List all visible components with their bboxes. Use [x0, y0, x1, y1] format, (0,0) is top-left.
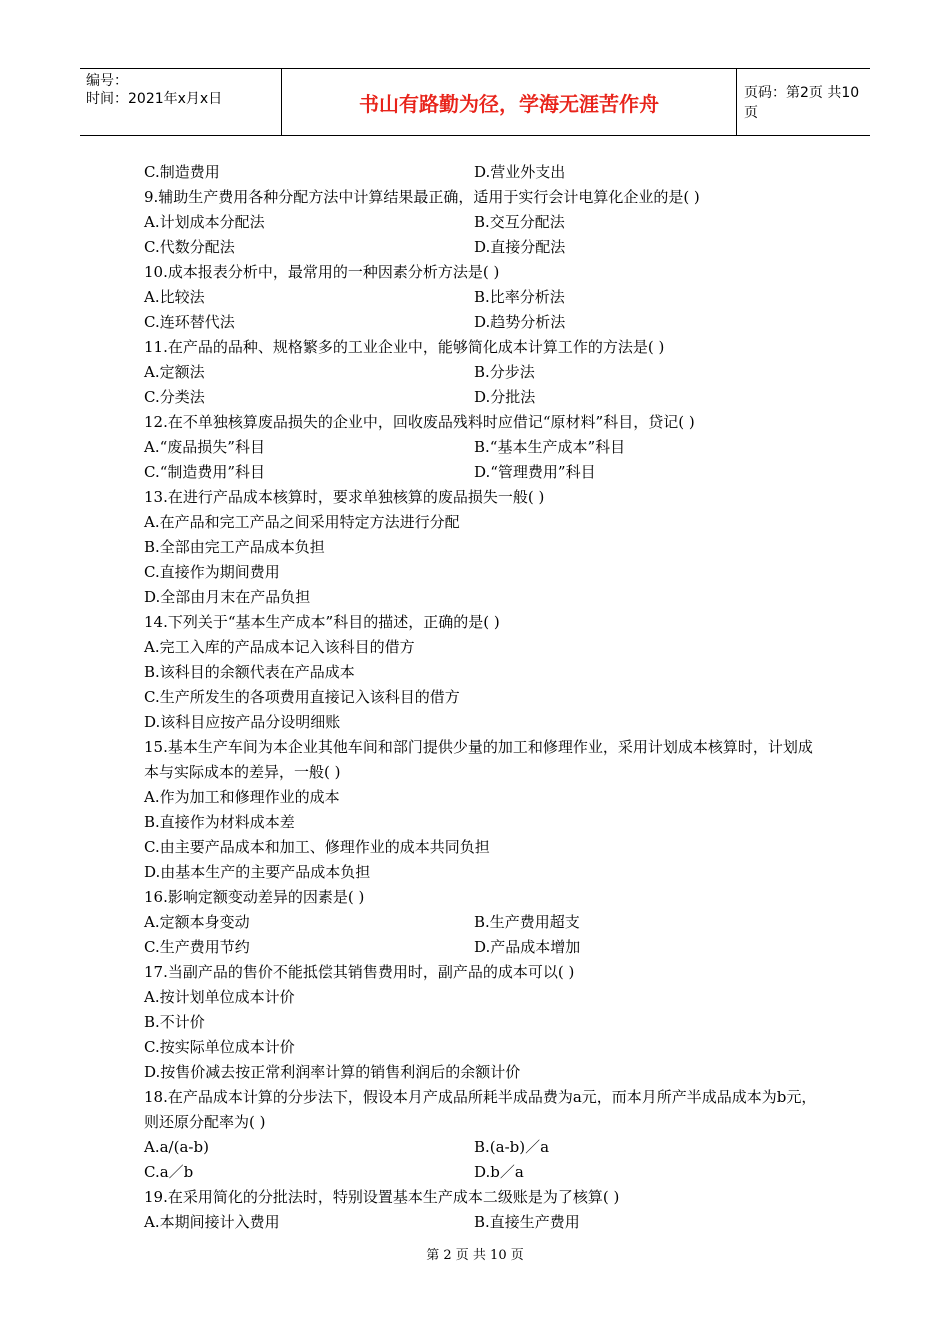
- option-right: B.“基本生产成本”科目: [474, 438, 626, 456]
- text-line: A.按计划单位成本计价: [144, 988, 295, 1006]
- text-line: B.全部由完工产品成本负担: [144, 538, 325, 556]
- option-row: [144, 285, 824, 310]
- option-left: C.制造费用: [144, 163, 220, 181]
- option-right: B.生产费用超支: [474, 913, 580, 931]
- header-page-label: 页码：第2页 共10页: [744, 85, 860, 121]
- text-line: 19.在采用简化的分批法时，特别设置基本生产成本二级账是为了核算( ): [144, 1188, 620, 1206]
- option-right: D.分批法: [474, 388, 536, 406]
- option-row: [144, 385, 824, 410]
- text-line: B.直接作为材料成本差: [144, 813, 295, 831]
- text-line: C.按实际单位成本计价: [144, 1038, 295, 1056]
- text-line: 17.当副产品的售价不能抵偿其销售费用时，副产品的成本可以( ): [144, 963, 575, 981]
- option-right: D.营业外支出: [474, 163, 566, 181]
- text-line: 11.在产品的品种、规格繁多的工业企业中，能够简化成本计算工作的方法是( ): [144, 338, 665, 356]
- option-left: C.“制造费用”科目: [144, 463, 266, 481]
- option-row: [144, 235, 824, 260]
- option-row: [144, 160, 824, 185]
- question-text: 15.基本生产车间为本企业其他车间和部门提供少量的加工和修理作业，采用计划成本核算时，计划成本与实际成本的差异，一般( ): [144, 738, 813, 781]
- text-line: A.完工入库的产品成本记入该科目的借方: [144, 638, 415, 656]
- option-row: [144, 910, 824, 935]
- text-line: D.全部由月末在产品负担: [144, 588, 311, 606]
- option-left: A.比较法: [144, 288, 205, 306]
- option-right: B.直接生产费用: [474, 1213, 580, 1231]
- option-left: A.计划成本分配法: [144, 213, 265, 231]
- text-line: 10.成本报表分析中，最常用的一种因素分析方法是( ): [144, 263, 500, 281]
- question-content: [144, 160, 824, 1235]
- option-right: D.趋势分析法: [474, 313, 566, 331]
- option-row: [144, 1135, 824, 1160]
- option-right: D.b／a: [474, 1163, 524, 1181]
- option-row: [144, 360, 824, 385]
- text-line: D.由基本生产的主要产品成本负担: [144, 863, 371, 881]
- text-line: C.直接作为期间费用: [144, 563, 280, 581]
- text-line: B.该科目的余额代表在产品成本: [144, 663, 355, 681]
- text-line: D.该科目应按产品分设明细账: [144, 713, 341, 731]
- page-footer: 第 2 页 共 10 页: [426, 1248, 524, 1263]
- text-line: 9.辅助生产费用各种分配方法中计算结果最正确，适用于实行会计电算化企业的是( ): [144, 188, 700, 206]
- text-line: C.生产所发生的各项费用直接记入该科目的借方: [144, 688, 460, 706]
- number-label: 编号：: [86, 73, 128, 89]
- option-right: D.直接分配法: [474, 238, 566, 256]
- option-left: A.定额法: [144, 363, 205, 381]
- question-text: 18.在产品成本计算的分步法下，假设本月产成品所耗半成品费为a元，而本月所产半成品成本为b元，则还原分配率为( ): [144, 1088, 817, 1131]
- option-left: A.定额本身变动: [144, 913, 250, 931]
- text-line: A.作为加工和修理作业的成本: [144, 788, 340, 806]
- header-motto: 书山有路勤为径，学海无涯苦作舟: [282, 69, 737, 135]
- text-line: B.不计价: [144, 1013, 205, 1031]
- option-row: [144, 210, 824, 235]
- option-left: C.分类法: [144, 388, 205, 406]
- option-left: A.“废品损失”科目: [144, 438, 265, 456]
- option-row: [144, 1160, 824, 1185]
- option-right: B.交互分配法: [474, 213, 565, 231]
- text-line: 16.影响定额变动差异的因素是( ): [144, 888, 365, 906]
- time-label: 时间：2021年x月x日: [86, 91, 223, 107]
- option-row: [144, 460, 824, 485]
- text-line: 13.在进行产品成本核算时，要求单独核算的废品损失一般( ): [144, 488, 545, 506]
- option-right: B.(a-b)／a: [474, 1138, 550, 1156]
- option-row: [144, 1210, 824, 1235]
- option-row: [144, 935, 824, 960]
- text-line: D.按售价减去按正常利润率计算的销售利润后的余额计价: [144, 1063, 521, 1081]
- text-line: A.在产品和完工产品之间采用特定方法进行分配: [144, 513, 460, 531]
- option-right: B.比率分析法: [474, 288, 565, 306]
- page-header: [80, 68, 870, 136]
- text-line: 12.在不单独核算废品损失的企业中，回收废品残料时应借记“原材料”科目，贷记( ): [144, 413, 695, 431]
- option-row: [144, 435, 824, 460]
- option-left: C.a／b: [144, 1163, 194, 1181]
- option-left: C.生产费用节约: [144, 938, 250, 956]
- option-left: A.a/(a-b): [144, 1138, 209, 1156]
- option-left: C.代数分配法: [144, 238, 235, 256]
- option-left: C.连环替代法: [144, 313, 235, 331]
- option-right: D.产品成本增加: [474, 938, 581, 956]
- text-line: 14.下列关于“基本生产成本”科目的描述，正确的是( ): [144, 613, 500, 631]
- header-meta: [80, 69, 282, 135]
- text-line: C.由主要产品成本和加工、修理作业的成本共同负担: [144, 838, 490, 856]
- option-right: D.“管理费用”科目: [474, 463, 596, 481]
- option-right: B.分步法: [474, 363, 535, 381]
- option-left: A.本期间接计入费用: [144, 1213, 280, 1231]
- option-row: [144, 310, 824, 335]
